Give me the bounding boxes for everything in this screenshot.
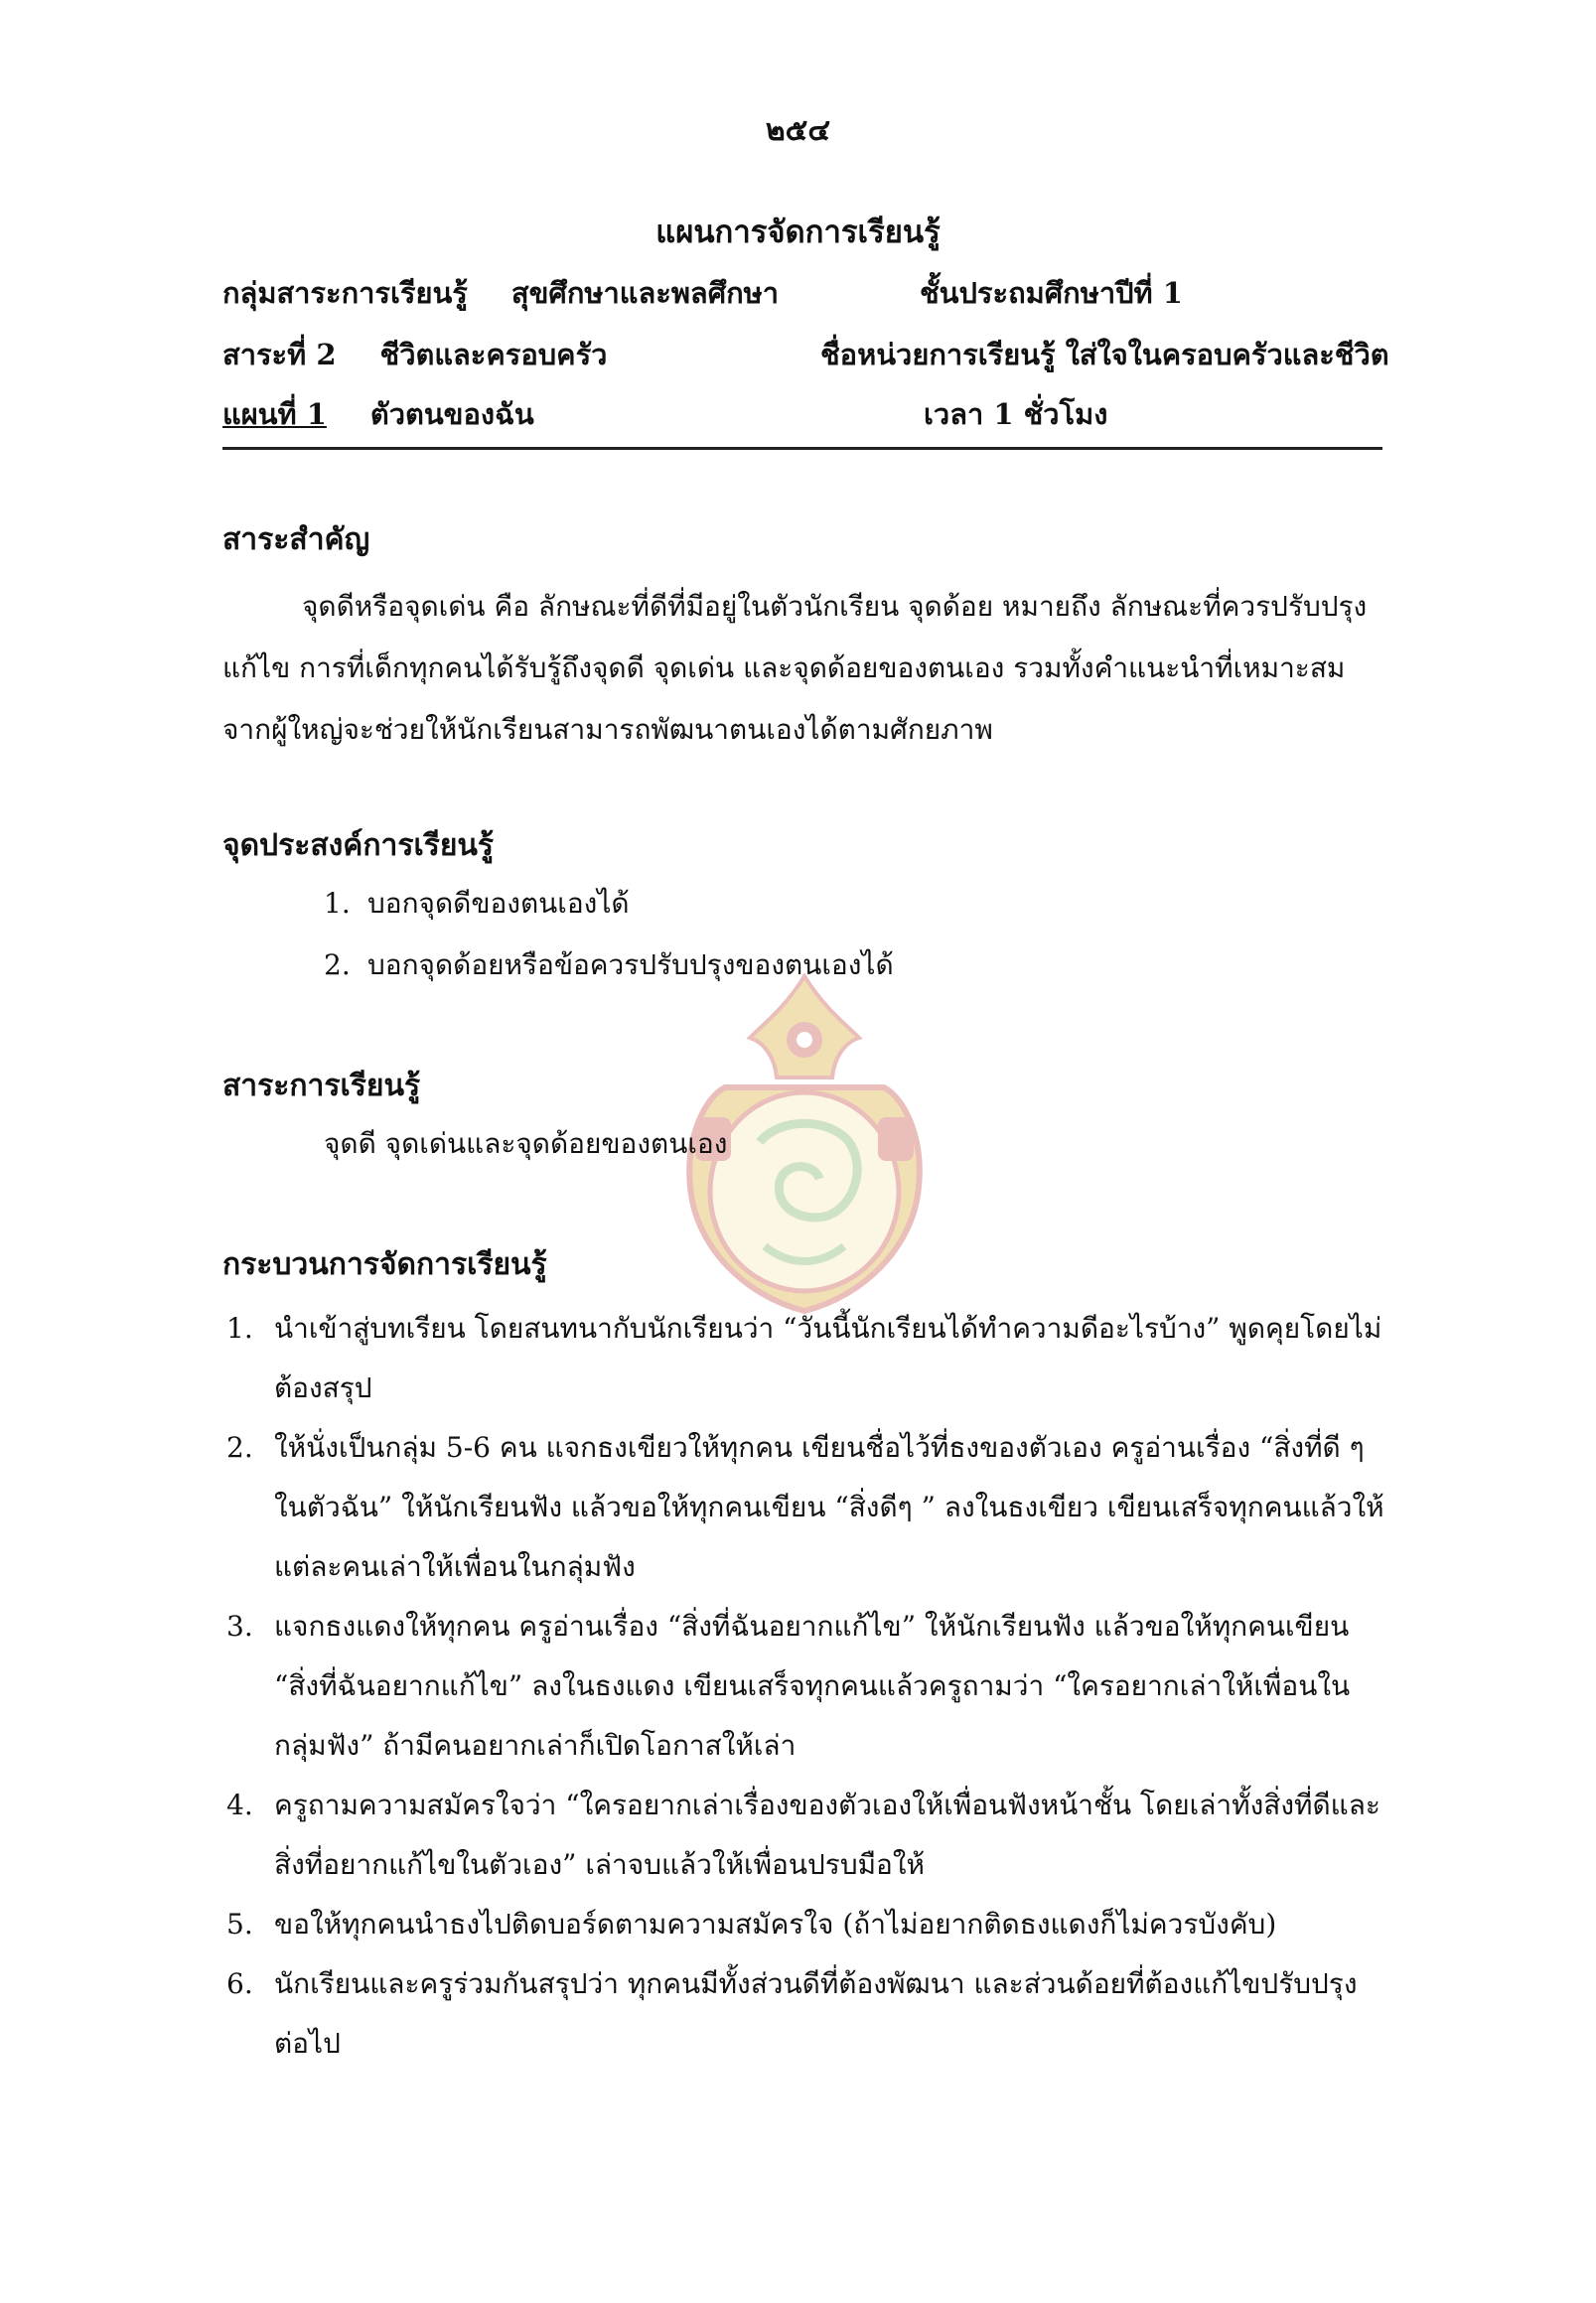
step-text: นักเรียนและครูร่วมกันสรุปว่า ทุกคนมีทั้งส่วนดีที่ต้องพัฒนา และส่วนด้อยที่ต้องแก้ไขปรับปรุงต่อไป xyxy=(274,1967,1358,2060)
step-text: นำเข้าสู่บทเรียน โดยสนทนากับนักเรียนว่า “วันนี้นักเรียนได้ทำความดีอะไรบ้าง” พูดคุยโดยไม่ต้องสรุป xyxy=(274,1312,1382,1404)
step-text: ครูถามความสมัครใจว่า “ใครอยากเล่าเรื่องของตัวเองให้เพื่อนฟังหน้าชั้น โดยเล่าทั้งสิ่งที่ดีและสิ่งที่อยากแก้ไขในตัวเอง” เล่าจบแล้วให้เพื่อนปรบมือให้ xyxy=(274,1789,1380,1881)
process-step xyxy=(222,1776,1384,1895)
objective-item xyxy=(324,882,630,926)
objectives-heading: จุดประสงค์การเรียนรู้ xyxy=(222,828,495,863)
unit-name: ชื่อหน่วยการเรียนรู้ ใส่ใจในครอบครัวและชีวิต xyxy=(820,338,1389,371)
step-number: 3. xyxy=(226,1610,253,1643)
time-allotted: เวลา 1 ชั่วโมง xyxy=(924,397,1108,431)
objective-number: 2. xyxy=(324,948,351,981)
step-text: แจกธงแดงให้ทุกคน ครูอ่านเรื่อง “สิ่งที่ฉันอยากแก้ไข” ให้นักเรียนฟัง แล้วขอให้ทุกคนเขียน “สิ่งที่ฉันอยากแก้ไข” ลงในธงแดง เขียนเสร็จทุกคนแล้วครูถามว่า “ใครอยากเล่าให้เพื่อนในกลุ่มฟัง” ถ้ามีคนอยากเล่าก็เปิดโอกาสให้เล่า xyxy=(274,1610,1351,1762)
process-step xyxy=(222,1895,1384,1954)
page-number: ๒๕๔ xyxy=(765,113,831,148)
step-text: ขอให้ทุกคนนำธงไปติดบอร์ดตามความสมัครใจ (ถ้าไม่อยากติดธงแดงก็ไม่ควรบังคับ) xyxy=(274,1908,1277,1941)
plan-value: ตัวตนของฉัน xyxy=(369,397,534,431)
header-divider xyxy=(222,447,1382,450)
content-text: จุดดี จุดเด่นและจุดด้อยของตนเอง xyxy=(324,1127,728,1160)
subject-group-value: สุขศึกษาและพลศึกษา xyxy=(510,276,780,310)
subject-group-line xyxy=(222,270,779,316)
step-number: 4. xyxy=(226,1789,253,1821)
process-list xyxy=(222,1299,1384,2074)
objective-item xyxy=(324,943,894,987)
strand-line xyxy=(222,332,607,377)
step-text: ให้นั่งเป็นกลุ่ม 5-6 คน แจกธงเขียวให้ทุกคน เขียนชื่อไว้ที่ธงของตัวเอง ครูอ่านเรื่อง “สิ่งที่ดี ๆ ในตัวฉัน” ให้นักเรียนฟัง แล้วขอให้ทุกคนเขียน “สิ่งดีๆ ” ลงในธงเขียว เขียนเสร็จทุกคนแล้วให้แต่ละคนเล่าให้เพื่อนในกลุ่มฟัง xyxy=(274,1431,1384,1583)
grade-level: ชั้นประถมศึกษาปีที่ 1 xyxy=(920,276,1183,310)
subject-group-label: กลุ่มสาระการเรียนรู้ xyxy=(222,276,468,310)
plan-line xyxy=(222,391,534,437)
process-step xyxy=(222,1597,1384,1776)
step-number: 2. xyxy=(226,1431,253,1464)
step-number: 6. xyxy=(226,1967,253,2000)
process-step xyxy=(222,1299,1384,1418)
objective-text: บอกจุดด้อยหรือข้อควรปรับปรุงของตนเองได้ xyxy=(367,948,894,981)
page-title: แผนการจัดการเรียนรู้ xyxy=(655,215,941,250)
objective-number: 1. xyxy=(324,887,351,920)
objective-text: บอกจุดดีของตนเองได้ xyxy=(367,887,630,920)
strand-value: ชีวิตและครอบครัว xyxy=(379,338,608,371)
step-number: 5. xyxy=(226,1908,253,1941)
key-concept-text: จุดดีหรือจุดเด่น คือ ลักษณะที่ดีที่มีอยู่ในตัวนักเรียน จุดด้อย หมายถึง ลักษณะที่ควรปรับปรุงแก้ไข การที่เด็กทุกคนได้รับรู้ถึงจุดดี จุดเด่น และจุดด้อยของตนเอง รวมทั้งคำแนะนำที่เหมาะสมจากผู้ใหญ่จะช่วยให้นักเรียนสามารถพัฒนาตนเองได้ตามศักยภาพ xyxy=(222,590,1368,746)
process-step xyxy=(222,1954,1384,2074)
key-concept-heading: สาระสำคัญ xyxy=(222,522,370,557)
plan-label: แผนที่ 1 xyxy=(222,397,327,431)
process-heading: กระบวนการจัดการเรียนรู้ xyxy=(222,1247,547,1282)
strand-label: สาระที่ 2 xyxy=(222,338,337,371)
step-number: 1. xyxy=(226,1312,253,1345)
process-step xyxy=(222,1418,1384,1597)
content-heading: สาระการเรียนรู้ xyxy=(222,1069,421,1103)
